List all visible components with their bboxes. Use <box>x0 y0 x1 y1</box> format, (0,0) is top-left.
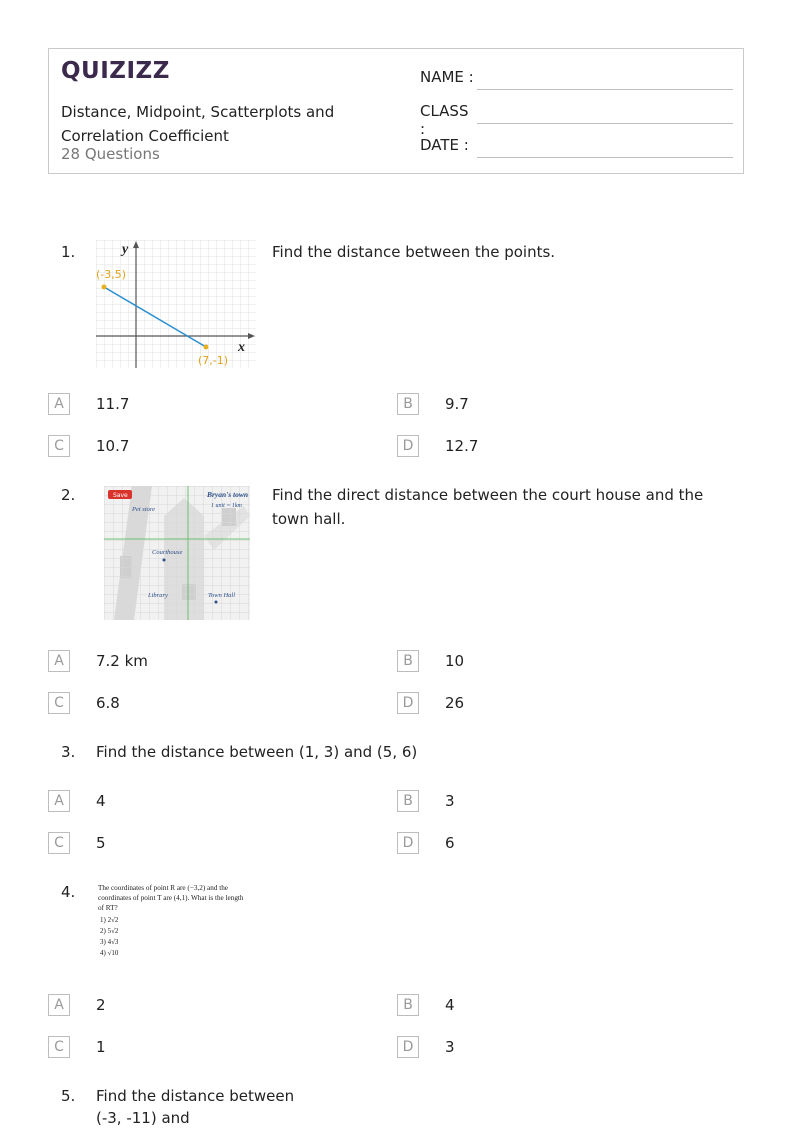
date-label: DATE : <box>420 136 469 154</box>
option-box[interactable]: B <box>397 393 419 415</box>
q4-line-1: The coordinates of point R are (−3,2) and the <box>98 884 228 892</box>
option-text: 4 <box>96 792 106 810</box>
class-field[interactable] <box>477 122 733 124</box>
question-count: 28 Questions <box>61 145 160 163</box>
option-box[interactable]: B <box>397 790 419 812</box>
option-box[interactable]: B <box>397 994 419 1016</box>
logo-text: QUIZIZZ <box>61 58 170 84</box>
option-box[interactable]: C <box>48 832 70 854</box>
option-text: 6.8 <box>96 694 120 712</box>
question-1-number: 1. <box>61 243 76 261</box>
option-box[interactable]: B <box>397 650 419 672</box>
option-text: 12.7 <box>445 437 479 455</box>
pet-store-label: Pet store <box>132 506 156 513</box>
q4-choice: 3) 4√3 <box>100 938 119 946</box>
question-2-number: 2. <box>61 486 76 504</box>
worksheet-title: Distance, Midpoint, Scatterplots and Correlation Coefficient <box>61 103 335 145</box>
q4-choice: 2) 5√2 <box>100 927 119 935</box>
question-5-number: 5. <box>61 1087 76 1105</box>
y-axis-label: y <box>122 242 129 257</box>
option-box[interactable]: D <box>397 692 419 714</box>
class-label: CLASS : <box>420 102 469 138</box>
question-1-graph <box>96 240 256 370</box>
option-box[interactable]: C <box>48 692 70 714</box>
q4-choice: 4) √10 <box>100 949 119 957</box>
graph-grid <box>96 240 256 368</box>
point-a-label: (-3,5) <box>96 268 127 281</box>
option-box[interactable]: A <box>48 650 70 672</box>
town-hall-point <box>215 601 218 604</box>
option-text: 5 <box>96 834 106 852</box>
option-box[interactable]: D <box>397 832 419 854</box>
q4-line-3: of RT? <box>98 904 118 912</box>
question-5-text-line-1: Find the distance between <box>96 1087 295 1105</box>
save-label: Save <box>113 492 128 499</box>
option-text: 26 <box>445 694 465 712</box>
option-box[interactable]: C <box>48 435 70 457</box>
name-field[interactable] <box>477 88 733 90</box>
x-axis-label: x <box>238 340 245 355</box>
option-box[interactable]: D <box>397 1036 419 1058</box>
option-box[interactable]: C <box>48 1036 70 1058</box>
option-text: 3 <box>445 792 455 810</box>
question-2-text: Find the direct distance between the court house and the town hall. <box>272 486 704 528</box>
map-title: Bryan's town <box>207 490 249 499</box>
option-text: 7.2 km <box>96 652 148 670</box>
option-text: 10.7 <box>96 437 130 455</box>
town-hall-label: Town Hall <box>208 592 236 599</box>
question-1-text: Find the distance between the points. <box>272 243 556 261</box>
quizizz-logo <box>61 58 170 84</box>
option-box[interactable]: A <box>48 790 70 812</box>
name-label: NAME : <box>420 68 474 86</box>
question-2-map <box>104 486 250 620</box>
question-4-number: 4. <box>61 883 76 901</box>
question-5-text-line-2: (-3, -11) and <box>96 1109 190 1127</box>
option-text: 1 <box>96 1038 106 1056</box>
option-text: 3 <box>445 1038 455 1056</box>
option-text: 10 <box>445 652 465 670</box>
option-text: 4 <box>445 996 455 1014</box>
option-text: 6 <box>445 834 455 852</box>
question-3-number: 3. <box>61 743 76 761</box>
library-label: Library <box>148 592 168 599</box>
courthouse-label: Courthouse <box>152 549 183 556</box>
question-3-text: Find the distance between (1, 3) and (5, 6) <box>96 743 418 761</box>
option-text: 9.7 <box>445 395 469 413</box>
q4-choice: 1) 2√2 <box>100 916 119 924</box>
date-field[interactable] <box>477 156 733 158</box>
courthouse-point <box>163 559 166 562</box>
question-4-image <box>96 880 266 964</box>
point-a <box>102 285 107 290</box>
option-text: 2 <box>96 996 106 1014</box>
q4-line-2: coordinates of point T are (4,1). What is the length <box>98 894 244 902</box>
option-text: 11.7 <box>96 395 130 413</box>
option-box[interactable]: A <box>48 994 70 1016</box>
option-box[interactable]: D <box>397 435 419 457</box>
point-b <box>204 345 209 350</box>
map-scale: 1 unit = 1km <box>211 503 242 509</box>
option-box[interactable]: A <box>48 393 70 415</box>
point-b-label: (7,-1) <box>198 354 229 367</box>
